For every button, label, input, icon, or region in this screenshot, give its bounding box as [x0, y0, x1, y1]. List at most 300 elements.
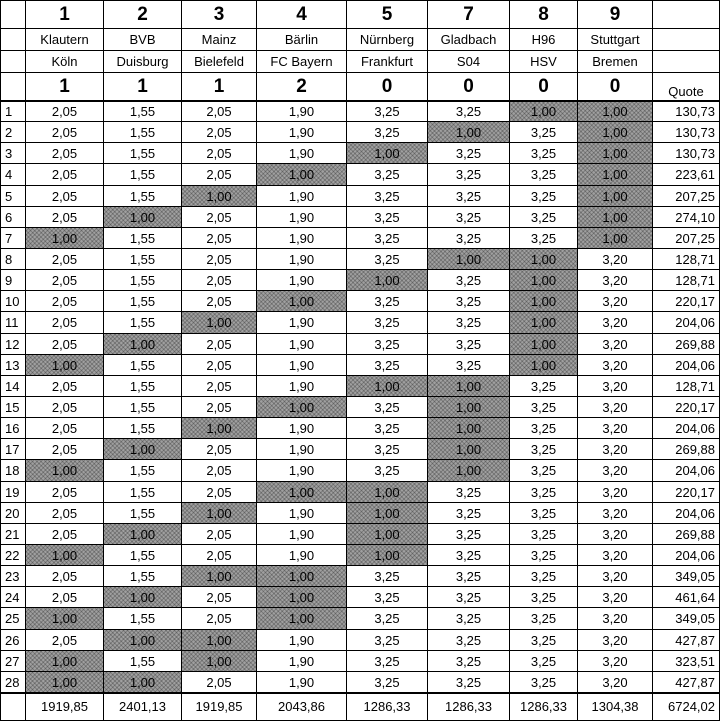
row-quote: 130,73 [653, 101, 720, 122]
row-number: 5 [0, 186, 26, 207]
odds-cell: 3,25 [347, 439, 428, 460]
odds-cell: 3,25 [510, 587, 578, 608]
odds-cell: 1,00 [257, 608, 347, 630]
odds-cell: 3,25 [347, 122, 428, 143]
game-number: 9 [578, 0, 653, 29]
odds-cell: 2,05 [26, 397, 104, 418]
row-number: 14 [0, 376, 26, 397]
away-team: Bielefeld [182, 51, 257, 73]
row-number: 25 [0, 608, 26, 630]
odds-cell: 3,25 [347, 101, 428, 122]
odds-cell: 3,25 [347, 249, 428, 270]
row-quote: 204,06 [653, 418, 720, 439]
odds-cell: 3,20 [578, 503, 653, 524]
odds-cell: 1,00 [428, 397, 510, 418]
odds-cell: 1,90 [257, 312, 347, 334]
odds-cell: 3,25 [428, 566, 510, 587]
odds-cell: 2,05 [26, 249, 104, 270]
game-number: 3 [182, 0, 257, 29]
row-number: 26 [0, 630, 26, 651]
column-total: 1304,38 [578, 693, 653, 721]
odds-cell: 1,90 [257, 228, 347, 249]
odds-cell: 3,25 [347, 397, 428, 418]
odds-cell: 3,25 [428, 312, 510, 334]
odds-cell: 1,55 [104, 312, 182, 334]
quote-header: Quote [653, 73, 720, 101]
odds-cell: 1,00 [182, 630, 257, 651]
home-team: Gladbach [428, 29, 510, 51]
odds-cell: 1,00 [510, 312, 578, 334]
odds-cell: 2,05 [182, 249, 257, 270]
odds-cell: 1,90 [257, 651, 347, 672]
odds-cell: 1,00 [347, 545, 428, 566]
odds-cell: 1,00 [104, 587, 182, 608]
row-number: 15 [0, 397, 26, 418]
home-team: Mainz [182, 29, 257, 51]
row-number: 6 [0, 207, 26, 228]
odds-cell: 2,05 [182, 291, 257, 312]
odds-cell: 1,90 [257, 143, 347, 164]
row-quote: 323,51 [653, 651, 720, 672]
odds-cell: 3,25 [510, 545, 578, 566]
odds-cell: 1,55 [104, 566, 182, 587]
odds-cell: 3,25 [510, 418, 578, 439]
odds-cell: 3,20 [578, 608, 653, 630]
totals-label [0, 693, 26, 721]
row-quote: 128,71 [653, 376, 720, 397]
odds-cell: 1,00 [104, 439, 182, 460]
tip-value: 0 [347, 73, 428, 101]
odds-cell: 3,20 [578, 376, 653, 397]
away-team: HSV [510, 51, 578, 73]
corner-cell [0, 0, 26, 29]
odds-cell: 3,25 [510, 376, 578, 397]
tip-value: 1 [26, 73, 104, 101]
odds-cell: 3,25 [510, 566, 578, 587]
odds-cell: 3,25 [428, 334, 510, 355]
odds-cell: 2,05 [26, 143, 104, 164]
odds-cell: 3,25 [428, 503, 510, 524]
odds-cell: 1,90 [257, 101, 347, 122]
odds-cell: 2,05 [182, 545, 257, 566]
tip-value: 1 [182, 73, 257, 101]
odds-cell: 2,05 [26, 164, 104, 186]
tip-value: 0 [428, 73, 510, 101]
odds-cell: 2,05 [182, 122, 257, 143]
odds-cell: 3,25 [510, 608, 578, 630]
odds-cell: 3,20 [578, 672, 653, 693]
row-quote: 269,88 [653, 334, 720, 355]
odds-cell: 1,90 [257, 630, 347, 651]
row-number: 24 [0, 587, 26, 608]
odds-cell: 3,25 [347, 334, 428, 355]
odds-cell: 1,00 [347, 503, 428, 524]
row-quote: 349,05 [653, 566, 720, 587]
column-total: 2401,13 [104, 693, 182, 721]
odds-cell: 1,90 [257, 503, 347, 524]
odds-cell: 3,20 [578, 482, 653, 503]
odds-cell: 3,25 [428, 270, 510, 291]
odds-cell: 3,25 [347, 651, 428, 672]
odds-cell: 1,55 [104, 355, 182, 376]
grand-total: 6724,02 [653, 693, 720, 721]
odds-cell: 1,00 [26, 355, 104, 376]
odds-cell: 1,55 [104, 418, 182, 439]
frame-top [0, 0, 720, 1]
odds-cell: 3,20 [578, 524, 653, 545]
odds-cell: 1,00 [257, 482, 347, 503]
odds-cell: 1,90 [257, 376, 347, 397]
odds-cell: 1,90 [257, 270, 347, 291]
odds-cell: 1,90 [257, 418, 347, 439]
odds-cell: 1,90 [257, 460, 347, 482]
row-quote: 220,17 [653, 291, 720, 312]
odds-cell: 1,00 [26, 608, 104, 630]
row-number: 16 [0, 418, 26, 439]
odds-cell: 1,00 [182, 651, 257, 672]
odds-cell: 1,90 [257, 122, 347, 143]
odds-cell: 3,25 [347, 630, 428, 651]
odds-cell: 3,25 [347, 164, 428, 186]
odds-cell: 1,00 [428, 376, 510, 397]
home-team: Klautern [26, 29, 104, 51]
odds-cell: 2,05 [182, 608, 257, 630]
odds-cell: 2,05 [26, 587, 104, 608]
odds-cell: 2,05 [182, 672, 257, 693]
odds-cell: 3,25 [428, 164, 510, 186]
odds-cell: 2,05 [182, 164, 257, 186]
odds-cell: 1,00 [26, 460, 104, 482]
tip-value: 0 [510, 73, 578, 101]
odds-cell: 2,05 [182, 376, 257, 397]
odds-cell: 1,00 [510, 334, 578, 355]
away-team: FC Bayern [257, 51, 347, 73]
odds-cell: 3,25 [347, 672, 428, 693]
odds-cell: 3,25 [428, 228, 510, 249]
odds-cell: 3,20 [578, 460, 653, 482]
row-number: 2 [0, 122, 26, 143]
odds-cell: 3,20 [578, 566, 653, 587]
odds-cell: 2,05 [26, 503, 104, 524]
odds-cell: 1,55 [104, 270, 182, 291]
column-total: 1919,85 [26, 693, 104, 721]
row-number: 12 [0, 334, 26, 355]
odds-cell: 1,55 [104, 249, 182, 270]
odds-cell: 3,25 [347, 460, 428, 482]
odds-cell: 1,00 [428, 122, 510, 143]
thick-divider [0, 692, 720, 694]
away-team: Bremen [578, 51, 653, 73]
row-quote: 223,61 [653, 164, 720, 186]
row-number: 17 [0, 439, 26, 460]
odds-cell: 1,55 [104, 291, 182, 312]
odds-cell: 1,00 [578, 122, 653, 143]
row-number: 22 [0, 545, 26, 566]
odds-cell: 3,25 [428, 545, 510, 566]
row-quote: 269,88 [653, 439, 720, 460]
odds-cell: 2,05 [182, 460, 257, 482]
odds-cell: 3,20 [578, 291, 653, 312]
row-quote: 427,87 [653, 672, 720, 693]
row-quote: 130,73 [653, 143, 720, 164]
odds-cell: 3,25 [428, 524, 510, 545]
odds-cell: 1,00 [510, 249, 578, 270]
odds-cell: 1,00 [347, 143, 428, 164]
row-quote: 128,71 [653, 249, 720, 270]
odds-cell: 3,25 [428, 291, 510, 312]
odds-cell: 1,55 [104, 482, 182, 503]
row-number: 13 [0, 355, 26, 376]
corner-cell [0, 51, 26, 73]
odds-cell: 3,25 [428, 101, 510, 122]
odds-cell: 2,05 [182, 207, 257, 228]
odds-cell: 3,25 [428, 587, 510, 608]
home-team: Stuttgart [578, 29, 653, 51]
odds-cell: 1,00 [257, 397, 347, 418]
row-number: 20 [0, 503, 26, 524]
odds-cell: 2,05 [26, 122, 104, 143]
odds-cell: 3,20 [578, 270, 653, 291]
odds-cell: 3,25 [510, 651, 578, 672]
home-team: H96 [510, 29, 578, 51]
odds-cell: 1,00 [26, 228, 104, 249]
odds-cell: 1,00 [104, 524, 182, 545]
game-number: 1 [26, 0, 104, 29]
odds-cell: 1,00 [104, 630, 182, 651]
corner-cell [0, 29, 26, 51]
odds-cell: 1,00 [347, 270, 428, 291]
column-total: 1286,33 [510, 693, 578, 721]
odds-cell: 3,20 [578, 397, 653, 418]
game-number: 8 [510, 0, 578, 29]
odds-cell: 1,55 [104, 122, 182, 143]
odds-cell: 1,00 [257, 566, 347, 587]
odds-cell: 1,00 [578, 228, 653, 249]
row-quote: 427,87 [653, 630, 720, 651]
odds-cell: 2,05 [182, 397, 257, 418]
odds-cell: 2,05 [182, 482, 257, 503]
column-total: 1919,85 [182, 693, 257, 721]
row-number: 23 [0, 566, 26, 587]
odds-cell: 1,90 [257, 207, 347, 228]
row-number: 21 [0, 524, 26, 545]
odds-cell: 1,00 [428, 439, 510, 460]
odds-cell: 1,00 [257, 587, 347, 608]
row-quote: 204,06 [653, 312, 720, 334]
odds-cell: 3,25 [347, 355, 428, 376]
odds-cell: 3,25 [428, 186, 510, 207]
row-quote: 220,17 [653, 482, 720, 503]
odds-cell: 3,25 [510, 228, 578, 249]
odds-cell: 1,55 [104, 460, 182, 482]
odds-cell: 1,00 [182, 186, 257, 207]
away-team: Frankfurt [347, 51, 428, 73]
row-number: 1 [0, 101, 26, 122]
odds-cell: 1,55 [104, 545, 182, 566]
odds-cell: 3,20 [578, 651, 653, 672]
odds-cell: 2,05 [26, 186, 104, 207]
odds-cell: 2,05 [182, 101, 257, 122]
odds-cell: 3,25 [510, 630, 578, 651]
odds-cell: 1,55 [104, 503, 182, 524]
row-number: 4 [0, 164, 26, 186]
odds-cell: 3,25 [510, 122, 578, 143]
odds-cell: 3,20 [578, 418, 653, 439]
tip-value: 0 [578, 73, 653, 101]
odds-cell: 1,00 [182, 312, 257, 334]
odds-cell: 2,05 [26, 291, 104, 312]
tip-value: 1 [104, 73, 182, 101]
row-number: 3 [0, 143, 26, 164]
odds-cell: 2,05 [26, 482, 104, 503]
odds-cell: 1,00 [347, 376, 428, 397]
row-quote: 349,05 [653, 608, 720, 630]
odds-cell: 1,00 [257, 164, 347, 186]
row-number: 7 [0, 228, 26, 249]
odds-cell: 2,05 [26, 418, 104, 439]
odds-cell: 2,05 [182, 524, 257, 545]
game-number: 5 [347, 0, 428, 29]
row-quote: 204,06 [653, 545, 720, 566]
odds-cell: 2,05 [182, 270, 257, 291]
odds-cell: 1,00 [428, 249, 510, 270]
odds-cell: 1,00 [26, 545, 104, 566]
odds-cell: 1,00 [578, 143, 653, 164]
odds-cell: 1,55 [104, 143, 182, 164]
odds-cell: 3,25 [510, 397, 578, 418]
odds-cell: 1,55 [104, 101, 182, 122]
odds-cell: 2,05 [26, 630, 104, 651]
odds-cell: 1,90 [257, 524, 347, 545]
row-quote: 130,73 [653, 122, 720, 143]
corner-cell [0, 73, 26, 101]
odds-cell: 3,25 [347, 566, 428, 587]
quote-header-blank [653, 0, 720, 29]
quote-header-blank [653, 29, 720, 51]
odds-cell: 2,05 [182, 143, 257, 164]
column-total: 2043,86 [257, 693, 347, 721]
odds-cell: 1,00 [347, 482, 428, 503]
game-number: 7 [428, 0, 510, 29]
odds-cell: 2,05 [182, 334, 257, 355]
odds-cell: 3,25 [347, 207, 428, 228]
odds-cell: 1,00 [578, 186, 653, 207]
odds-cell: 3,25 [510, 460, 578, 482]
odds-cell: 1,90 [257, 249, 347, 270]
odds-cell: 1,90 [257, 545, 347, 566]
odds-cell: 3,25 [428, 672, 510, 693]
odds-cell: 2,05 [26, 101, 104, 122]
odds-cell: 3,25 [428, 482, 510, 503]
odds-cell: 2,05 [26, 524, 104, 545]
odds-cell: 3,25 [510, 524, 578, 545]
odds-cell: 3,20 [578, 587, 653, 608]
odds-cell: 1,00 [510, 291, 578, 312]
odds-cell: 1,00 [182, 566, 257, 587]
odds-cell: 2,05 [182, 355, 257, 376]
odds-cell: 2,05 [26, 439, 104, 460]
odds-cell: 3,25 [510, 207, 578, 228]
odds-cell: 1,90 [257, 672, 347, 693]
odds-cell: 1,00 [347, 524, 428, 545]
odds-cell: 3,25 [510, 482, 578, 503]
thick-divider [0, 100, 720, 102]
row-quote: 204,06 [653, 460, 720, 482]
odds-cell: 1,00 [182, 503, 257, 524]
row-quote: 204,06 [653, 503, 720, 524]
row-quote: 269,88 [653, 524, 720, 545]
odds-cell: 3,25 [347, 418, 428, 439]
odds-cell: 1,55 [104, 608, 182, 630]
odds-cell: 1,00 [510, 270, 578, 291]
odds-cell: 2,05 [182, 228, 257, 249]
row-quote: 274,10 [653, 207, 720, 228]
row-number: 19 [0, 482, 26, 503]
odds-cell: 1,00 [104, 207, 182, 228]
row-number: 9 [0, 270, 26, 291]
odds-cell: 1,00 [182, 418, 257, 439]
row-number: 27 [0, 651, 26, 672]
odds-cell: 1,00 [578, 207, 653, 228]
odds-cell: 1,00 [104, 672, 182, 693]
odds-cell: 3,25 [510, 143, 578, 164]
odds-cell: 1,55 [104, 228, 182, 249]
odds-cell: 3,25 [510, 164, 578, 186]
odds-cell: 1,00 [428, 460, 510, 482]
game-number: 4 [257, 0, 347, 29]
odds-cell: 3,25 [347, 608, 428, 630]
odds-cell: 2,05 [26, 270, 104, 291]
row-number: 18 [0, 460, 26, 482]
row-quote: 461,64 [653, 587, 720, 608]
home-team: Nürnberg [347, 29, 428, 51]
odds-cell: 2,05 [182, 587, 257, 608]
odds-cell: 3,20 [578, 334, 653, 355]
odds-cell: 3,25 [510, 439, 578, 460]
odds-cell: 3,25 [347, 291, 428, 312]
odds-cell: 3,25 [510, 186, 578, 207]
row-number: 10 [0, 291, 26, 312]
odds-cell: 2,05 [26, 312, 104, 334]
odds-cell: 1,00 [104, 334, 182, 355]
row-quote: 207,25 [653, 186, 720, 207]
odds-cell: 1,00 [26, 672, 104, 693]
odds-cell: 2,05 [182, 439, 257, 460]
odds-cell: 3,25 [428, 630, 510, 651]
odds-cell: 3,25 [428, 651, 510, 672]
away-team: Duisburg [104, 51, 182, 73]
odds-cell: 1,55 [104, 186, 182, 207]
column-total: 1286,33 [347, 693, 428, 721]
away-team: Köln [26, 51, 104, 73]
odds-cell: 3,20 [578, 249, 653, 270]
odds-cell: 3,20 [578, 630, 653, 651]
odds-cell: 3,25 [347, 186, 428, 207]
row-quote: 220,17 [653, 397, 720, 418]
odds-cell: 3,25 [428, 608, 510, 630]
odds-cell: 3,25 [347, 228, 428, 249]
odds-cell: 3,25 [428, 143, 510, 164]
odds-cell: 2,05 [26, 334, 104, 355]
odds-cell: 1,55 [104, 376, 182, 397]
home-team: Bärlin [257, 29, 347, 51]
row-quote: 204,06 [653, 355, 720, 376]
odds-cell: 2,05 [26, 566, 104, 587]
odds-cell: 2,05 [26, 376, 104, 397]
odds-cell: 3,25 [428, 207, 510, 228]
odds-cell: 1,00 [578, 164, 653, 186]
odds-cell: 3,25 [428, 355, 510, 376]
